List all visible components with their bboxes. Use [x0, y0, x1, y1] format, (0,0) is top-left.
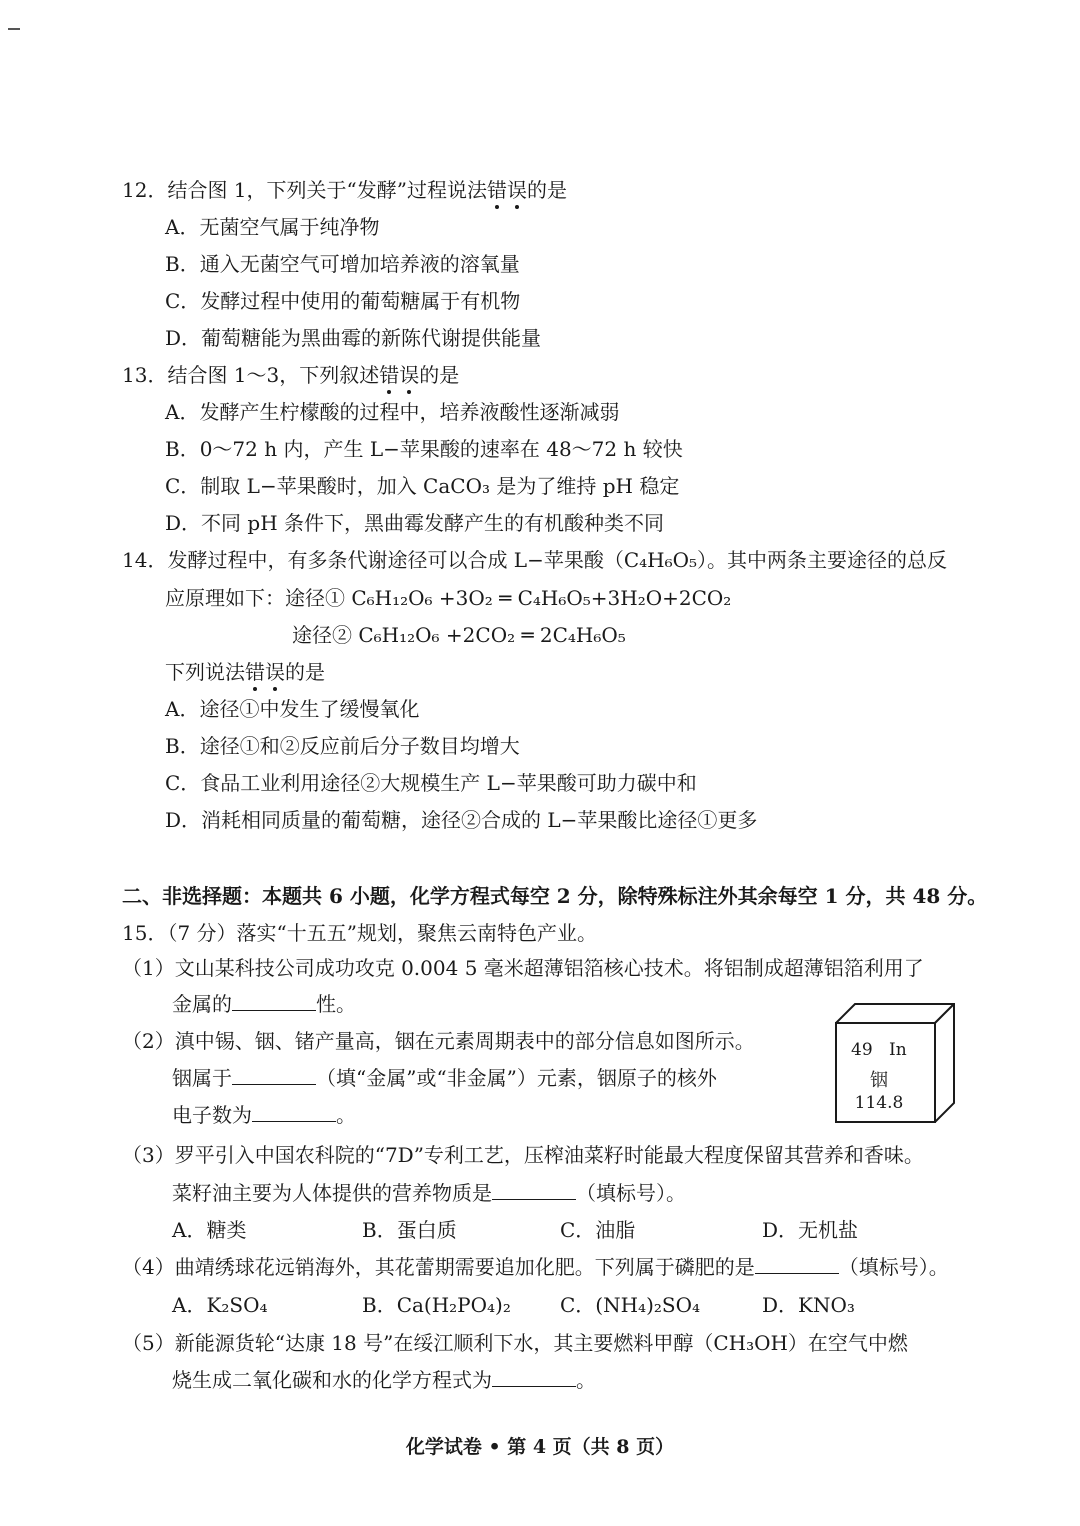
answer-blank[interactable]: [252, 1103, 336, 1122]
q15-part4-option-d: D．KNO₃: [762, 1293, 855, 1317]
atomic-mass: 114.8: [854, 1093, 904, 1113]
q12-option-d: D．葡萄糖能为黑曲霉的新陈代谢提供能量: [165, 326, 542, 350]
q15-part2-line3: 电子数为 。: [172, 1103, 356, 1127]
answer-blank[interactable]: [755, 1255, 839, 1274]
q15-part2-line1: （2）滇中锡、铟、锗产量高，铟在元素周期表中的部分信息如图所示。: [122, 1029, 755, 1053]
q15-stem: 15．（7 分）落实“十五五”规划，聚焦云南特色产业。: [122, 921, 597, 945]
q15-part5-line1: （5）新能源货轮“达康 18 号”在绥江顺利下水，其主要燃料甲醇（CH₃OH）在空气中燃: [122, 1331, 908, 1355]
q14-ask: 下列说法错误的是: [165, 660, 325, 684]
element-symbol: In: [889, 1040, 907, 1060]
answer-blank[interactable]: [232, 992, 316, 1011]
q13-option-a: A．发酵产生柠檬酸的过程中，培养液酸性逐渐减弱: [165, 400, 620, 424]
q12-option-c: C．发酵过程中使用的葡萄糖属于有机物: [165, 289, 521, 313]
q15-part3-line2: 菜籽油主要为人体提供的营养物质是 （填标号）。: [172, 1181, 686, 1205]
q14-option-b: B．途径①和②反应前后分子数目均增大: [165, 734, 520, 758]
answer-blank[interactable]: [492, 1368, 576, 1387]
q15-part5-line2: 烧生成二氧化碳和水的化学方程式为 。: [172, 1368, 596, 1392]
q15-part4-option-a: A．K₂SO₄: [172, 1293, 268, 1317]
scan-mark: [8, 28, 20, 30]
q13-stem: 13．结合图 1～3，下列叙述错误的是: [122, 363, 460, 387]
q15-part3-option-d: D．无机盐: [762, 1218, 859, 1242]
q15-part4-option-b: B．Ca(H₂PO₄)₂: [362, 1293, 511, 1317]
q14-option-c: C．食品工业利用途径②大规模生产 L−苹果酸可助力碳中和: [165, 771, 697, 795]
q14-pathway-1: 应原理如下：途径① C₆H₁₂O₆ +3O₂ ═ C₄H₆O₅+3H₂O+2CO₂: [165, 586, 732, 610]
q12-stem: 12．结合图 1，下列关于“发酵”过程说法错误的是: [122, 178, 567, 202]
q12-option-a: A．无菌空气属于纯净物: [165, 215, 380, 239]
element-cell-indium: [835, 1003, 955, 1123]
q12-option-b: B．通入无菌空气可增加培养液的溶氧量: [165, 252, 520, 276]
answer-blank[interactable]: [492, 1181, 576, 1200]
q14-option-d: D．消耗相同质量的葡萄糖，途径②合成的 L−苹果酸比途径①更多: [165, 808, 758, 832]
q15-part2-line2: 铟属于 （填“金属”或“非金属”）元素，铟原子的核外: [172, 1066, 717, 1090]
q15-part4-line1: （4）曲靖绣球花远销海外，其花蕾期需要追加化肥。下列属于磷肥的是 （填标号）。: [122, 1255, 949, 1279]
section2-heading: 二、非选择题：本题共 6 小题，化学方程式每空 2 分，除特殊标注外其余每空 1 分，共 48 分。: [122, 884, 988, 908]
q15-part1-line1: （1）文山某科技公司成功攻克 0.004 5 毫米超薄铝箔核心技术。将铝制成超薄铝箔利用了: [122, 956, 924, 980]
page-footer: 化学试卷 • 第 4 页（共 8 页）: [405, 1436, 675, 1458]
atomic-number: 49: [851, 1040, 873, 1060]
q15-part4-option-c: C．(NH₄)₂SO₄: [560, 1293, 700, 1317]
q15-part3-option-b: B．蛋白质: [362, 1218, 457, 1242]
q13-option-b: B．0～72 h 内，产生 L−苹果酸的速率在 48～72 h 较快: [165, 437, 683, 461]
q13-option-c: C．制取 L−苹果酸时，加入 CaCO₃ 是为了维持 pH 稳定: [165, 474, 680, 498]
q14-stem-line1: 14．发酵过程中，有多条代谢途径可以合成 L−苹果酸（C₄H₆O₅）。其中两条主要途径的总反: [122, 548, 948, 572]
q14-option-a: A．途径①中发生了缓慢氧化: [165, 697, 420, 721]
q15-part3-option-c: C．油脂: [560, 1218, 636, 1242]
q15-part3-option-a: A．糖类: [172, 1218, 247, 1242]
q14-pathway-2: 途径② C₆H₁₂O₆ +2CO₂ ═ 2C₄H₆O₅: [292, 623, 626, 647]
q13-option-d: D．不同 pH 条件下，黑曲霉发酵产生的有机酸种类不同: [165, 511, 664, 535]
answer-blank[interactable]: [232, 1066, 316, 1085]
element-name: 铟: [870, 1070, 888, 1091]
q15-part1-line2: 金属的 性。: [172, 992, 356, 1016]
q15-part3-line1: （3）罗平引入中国农科院的“7D”专利工艺，压榨油菜籽时能最大程度保留其营养和香味。: [122, 1143, 924, 1167]
